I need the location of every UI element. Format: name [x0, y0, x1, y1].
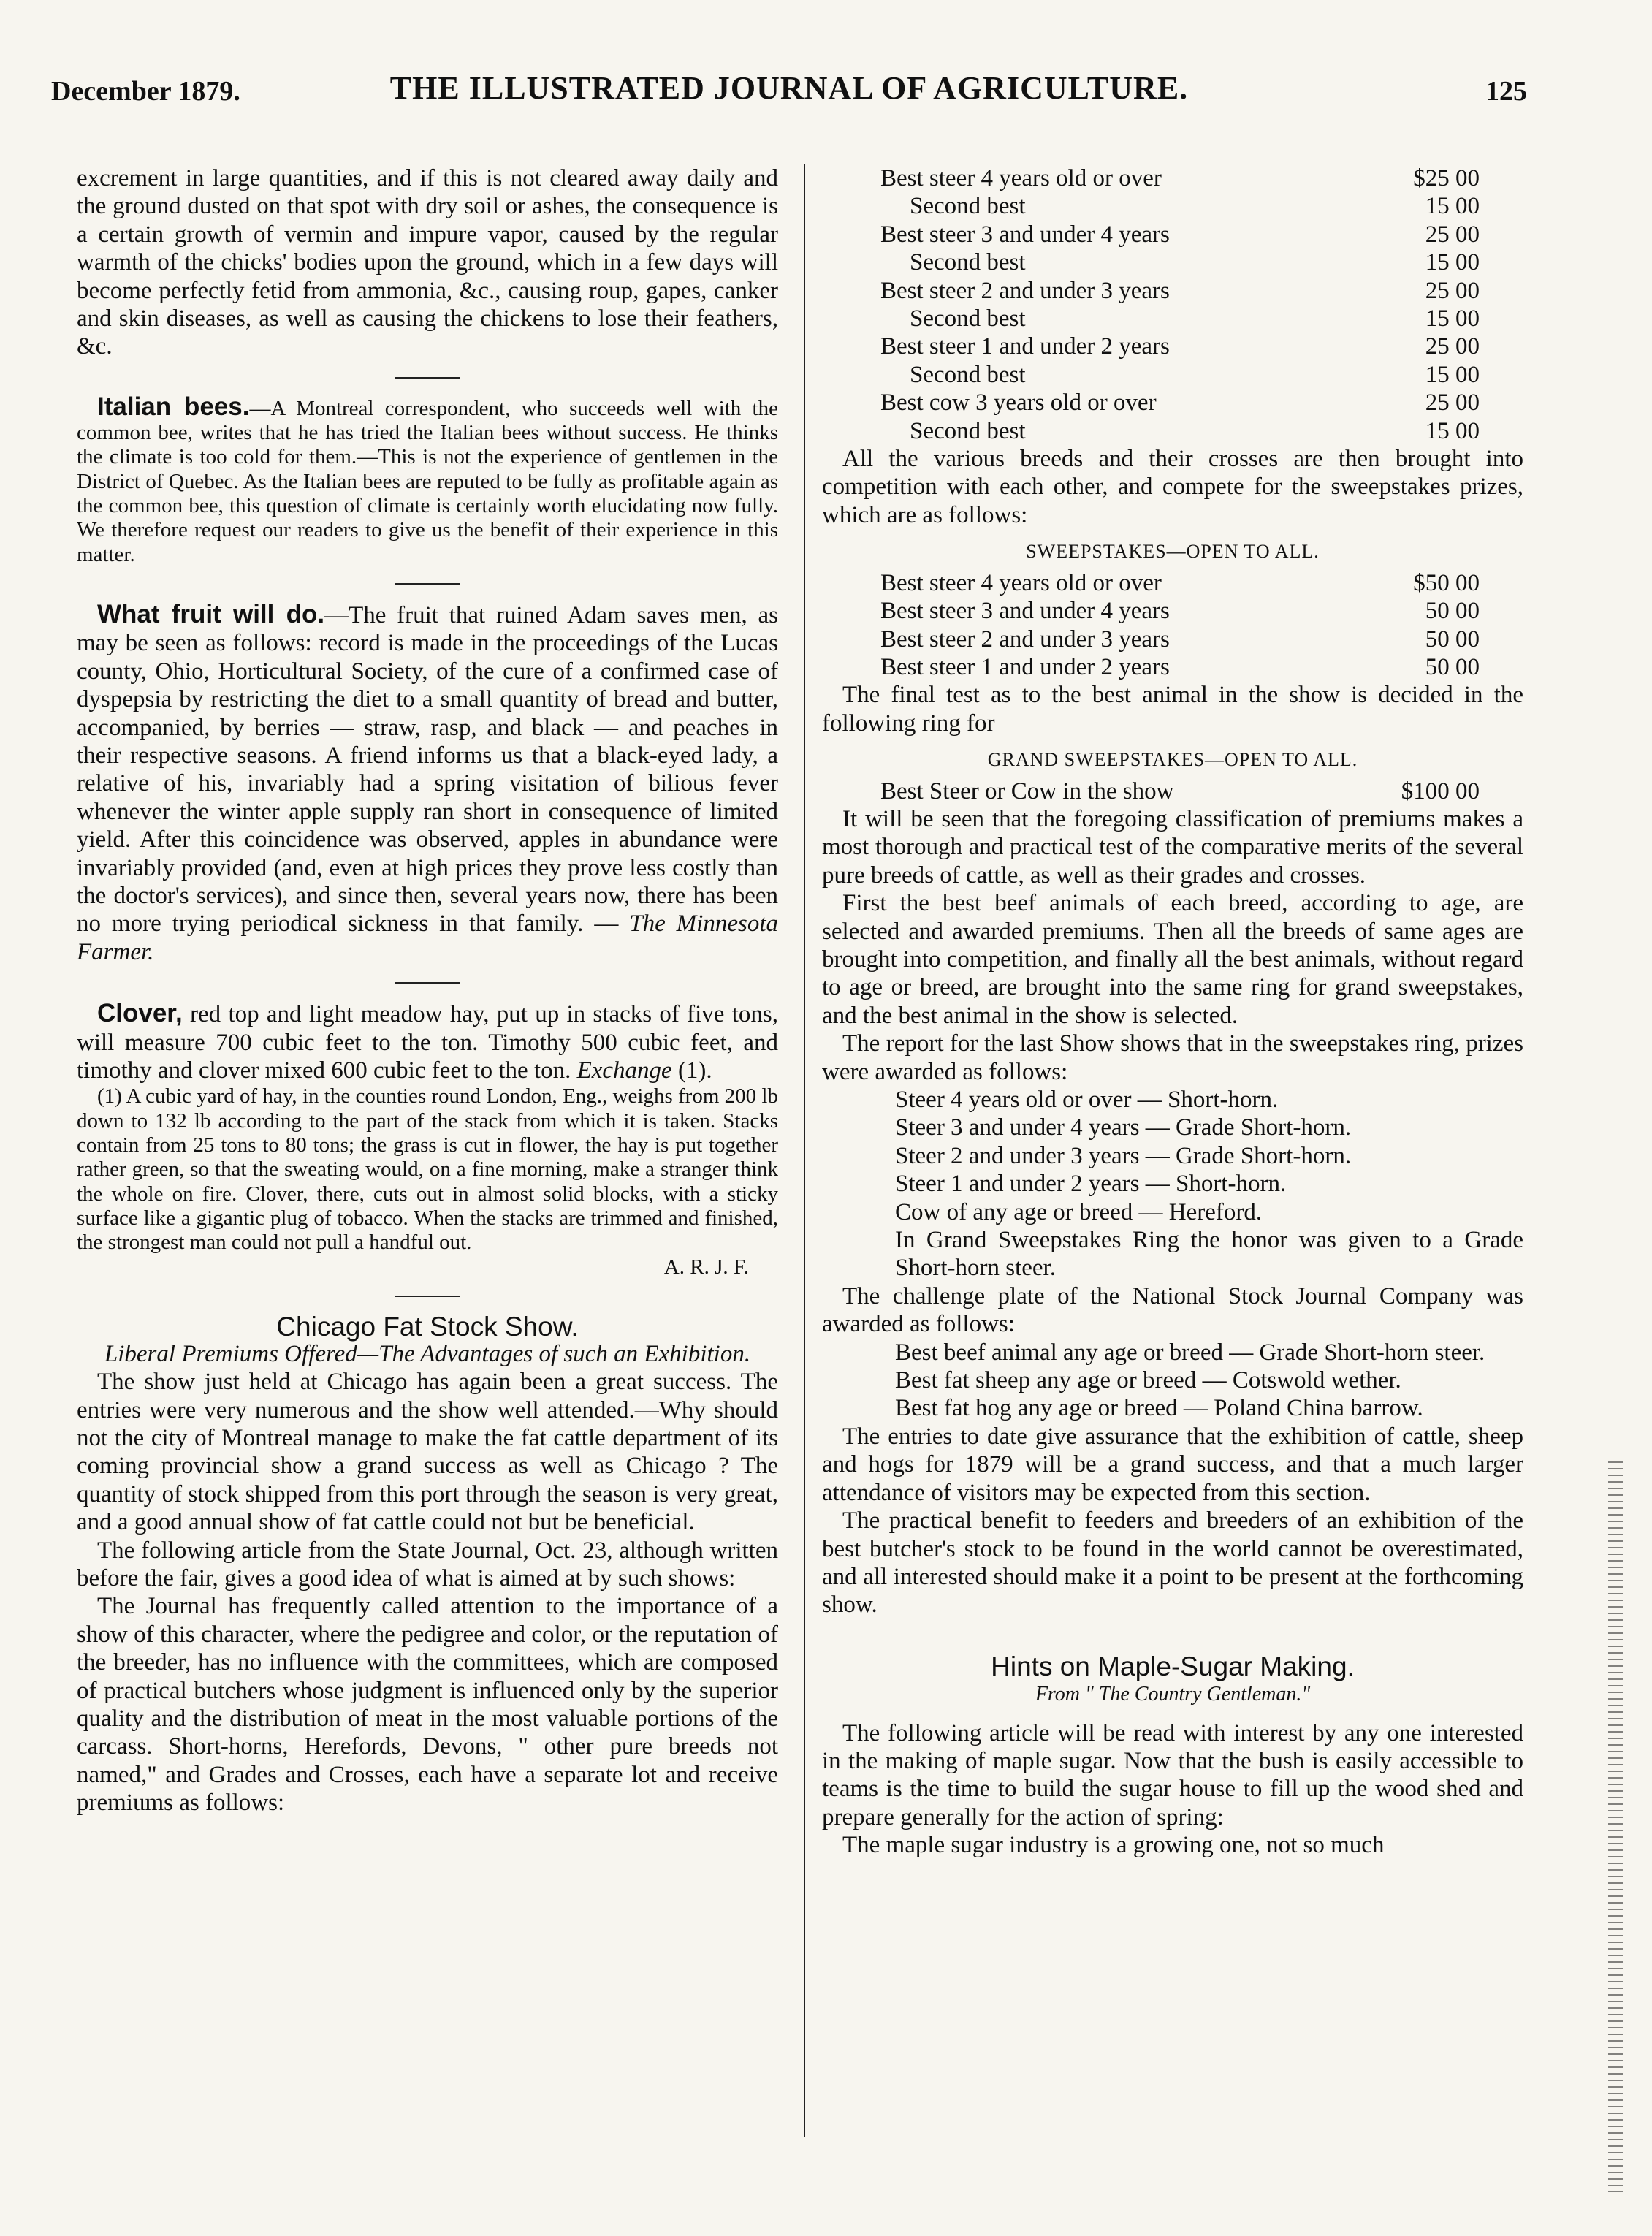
article-title: Chicago Fat Stock Show. [276, 1311, 579, 1342]
prize-amount: 50 00 [1425, 598, 1480, 625]
prize-amount: $100 00 [1401, 777, 1480, 805]
prize-label: Second best [910, 249, 1026, 276]
page-header [51, 69, 1527, 113]
paragraph: The following article from the State Journal, Oct. 23, although written before the fair, gives a good idea of what is aimed at by such shows: [77, 1537, 778, 1592]
paragraph: The following article will be read with interest by any one interested in the making of maple sugar. Now that the bush is easily accessible to teams is the time to build the sugar house to fill up the wood shed and prepare generally for the action of spring: [822, 1719, 1523, 1830]
prize-label: Second best [910, 417, 1026, 444]
article-title: Hints on Maple-Sugar Making. [991, 1651, 1355, 1681]
prize-amount: 25 00 [1425, 277, 1480, 304]
prize-amount: 15 00 [1425, 361, 1480, 388]
grand-sweepstakes-table [822, 777, 1523, 805]
prize-amount: 25 00 [1425, 221, 1480, 248]
paragraph: The Journal has frequently called attention to the importance of a show of this character, where the pedigree and color, or the reputation of the breeder, has no influence with the committees, which are composed of practical butchers whose judgment is influenced only by the superior quality and the distribution of meat in the most valuable portions of the carcass. Short-horns, Herefords, Devons, " other pure breeds not named," and Grades and Crosses, each have a separate lot and receive premiums as follows: [77, 1593, 778, 1817]
paragraph: All the various breeds and their crosses are then brought into competition with each other, and compete for the sweepstakes prizes, which are as follows: [822, 446, 1523, 528]
table-row [822, 625, 1523, 653]
table-row [822, 248, 1523, 276]
section-divider [395, 982, 460, 984]
prize-amount: $50 00 [1413, 569, 1480, 596]
section-divider [395, 583, 460, 585]
paragraph: The entries to date give assurance that the exhibition of cattle, sheep and hogs for 1879 will be a grand success, and that a much larger attendance of visitors may be expected from this section. [822, 1423, 1523, 1506]
paragraph: The show just held at Chicago has again been a great success. The entries were very numerous and the show well attended.—Why should not the city of Montreal manage to make the fat cattle department of its coming provincial show a grand success as well as Chicago ? The quantity of stock shipped from this port through the season is very great, and a good annual show of fat cattle could not but be beneficial. [77, 1369, 778, 1536]
table-row [822, 777, 1523, 805]
article-clover [77, 1000, 778, 1084]
article-lead: Italian bees. [97, 392, 250, 421]
list-item: Steer 2 and under 3 years — Grade Short-horn. [895, 1142, 1352, 1169]
list-item: Steer 1 and under 2 years — Short-horn. [895, 1171, 1287, 1198]
table-row [822, 417, 1523, 445]
column-rule [804, 164, 805, 2137]
section-heading: GRAND SWEEPSTAKES—OPEN TO ALL. [987, 749, 1358, 771]
prize-amount: 15 00 [1425, 249, 1480, 276]
prize-label: Best Steer or Cow in the show [880, 777, 1174, 805]
list-item: Steer 3 and under 4 years — Grade Short-horn. [895, 1114, 1352, 1141]
prize-amount: 50 00 [1425, 625, 1480, 653]
table-row [822, 597, 1523, 625]
right-column [822, 164, 1523, 1860]
article-subtitle: Liberal Premiums Offered—The Advantages of such an Exhibition. [104, 1341, 751, 1368]
prize-label: Best steer 3 and under 4 years [880, 221, 1170, 248]
prize-amount: 25 00 [1425, 389, 1480, 417]
table-row [822, 569, 1523, 597]
article-source: From " The Country Gentleman." [1035, 1683, 1311, 1706]
list-item: Cow of any age or breed — Hereford. [895, 1198, 1263, 1225]
table-row [822, 389, 1523, 417]
table-row [822, 192, 1523, 220]
list-item: Best fat sheep any age or breed — Cotswold wether. [895, 1367, 1401, 1394]
prize-amount: 50 00 [1425, 653, 1480, 680]
article-source: Exchange [576, 1057, 672, 1084]
paragraph: excrement in large quantities, and if this is not cleared away daily and the ground dusted on that spot with dry soil or ashes, the consequence is a certain growth of vermin and impure vapor, caused by the regular warmth of the chicks' bodies upon the ground, which in a few days will become perfectly fetid from ammonia, &c., causing roup, gapes, canker and skin diseases, as well as causing the chickens to lose their feathers, &c. [77, 165, 778, 360]
table-row [822, 305, 1523, 332]
prize-label: Best steer 3 and under 4 years [880, 598, 1170, 625]
table-row [822, 653, 1523, 681]
paragraph: It will be seen that the foregoing classification of premiums makes a most thorough and practical test of the comparative merits of the several pure breeds of cattle, as well as their grades and crosses. [822, 805, 1523, 889]
paragraph: The final test as to the best animal in the show is decided in the following ring for [822, 682, 1523, 737]
prize-label: Best steer 1 and under 2 years [880, 333, 1170, 360]
prize-amount: 15 00 [1425, 305, 1480, 332]
section-heading: SWEEPSTAKES—OPEN TO ALL. [1026, 541, 1320, 563]
paragraph: The practical benefit to feeders and breeders of an exhibition of the best butcher's stock to be found in the world cannot be overestimated, and all interested should make it a point to be present at the forthcoming show. [822, 1507, 1523, 1619]
prize-amount: $25 00 [1413, 165, 1480, 191]
paragraph: The challenge plate of the National Stock Journal Company was awarded as follows: [822, 1282, 1523, 1338]
article-lead: Clover, [97, 999, 183, 1028]
section-divider [395, 1296, 460, 1297]
prize-amount: 15 00 [1425, 417, 1480, 444]
prize-label: Second best [910, 305, 1026, 332]
footnote: (1) A cubic yard of hay, in the counties round London, Eng., weighs from 200 lb down to 132 lb according to the part of the stack from which it is taken. Stacks contain from 25 tons to 80 tons; the grass is cut in flower, the hay is put together rather green, so that the sweating would, on a fine morning, make a stranger think the whole on fire. Clover, there, cuts out in almost solid blocks, with a sticky surface like a gigantic plug of tobacco. When the stacks are trimmed and finished, the strongest man could not pull a handful out. [77, 1084, 778, 1255]
prize-label: Best steer 4 years old or over [880, 165, 1162, 191]
table-row [822, 361, 1523, 389]
scan-edge-noise [1608, 1461, 1623, 2192]
prize-amount: 15 00 [1425, 193, 1480, 220]
footnote-ref: (1). [671, 1057, 712, 1084]
list-item: Best fat hog any age or breed — Poland China barrow. [895, 1395, 1423, 1422]
prize-label: Best steer 2 and under 3 years [880, 277, 1170, 304]
list-item: Best beef animal any age or breed — Grade Short-horn steer. [895, 1339, 1485, 1366]
prize-label: Second best [910, 193, 1026, 220]
prize-label: Best steer 4 years old or over [880, 569, 1162, 596]
section-divider [395, 377, 460, 379]
left-column [77, 164, 778, 1817]
article-lead: What fruit will do. [97, 599, 325, 628]
table-row [822, 277, 1523, 305]
prize-label: Best cow 3 years old or over [880, 389, 1157, 417]
spacer [1140, 1635, 1206, 1637]
table-row [822, 164, 1523, 192]
prize-label: Second best [910, 361, 1026, 388]
paragraph: The report for the last Show shows that in the sweepstakes ring, prizes were awarded as follows: [822, 1030, 1523, 1085]
journal-title: THE ILLUSTRATED JOURNAL OF AGRICULTURE. [389, 70, 1189, 106]
article-text: —The fruit that ruined Adam saves men, as may be seen as follows: record is made in the proceedings of the Lucas county, Ohio, Horticultural Society, of the cure of a confirmed case of dyspepsia by restricting the diet to a small quantity of bread and butter, accompanied, by berries — straw, rasp, and black — and peaches in their respective seasons. A friend informs us that a black-eyed lady, a relative of his, invariably had a spring visitation of bilious fever whenever the winter apple supply ran short in consequence of limited yield. After this coincidence was observed, apples in abundance were invariably provided (and, even at high prices they prove less costly than the doctor's services), and since then, several years now, there has been no more trying periodical sickness in that family. — [77, 601, 778, 938]
footnote-signature: A. R. J. F. [663, 1255, 749, 1279]
issue-date: December 1879. [51, 76, 240, 107]
article-italian-bees [77, 392, 778, 567]
prize-label: Best steer 1 and under 2 years [880, 653, 1170, 680]
awards-list [822, 1086, 1523, 1282]
article-source: The Minnesota Farmer. [77, 910, 778, 965]
table-row [822, 332, 1523, 360]
list-item: In Grand Sweepstakes Ring the honor was given to a Grade Short-horn steer. [895, 1227, 1523, 1282]
table-row [822, 221, 1523, 248]
prize-label: Best steer 2 and under 3 years [880, 625, 1170, 653]
list-item: Steer 4 years old or over — Short-horn. [895, 1087, 1279, 1113]
article-text: red top and light meadow hay, put up in stacks of five tons, will measure 700 cubic feet to the ton. Timothy 500 cubic feet, and timothy and clover mixed 600 cubic feet to the ton. [77, 1001, 778, 1084]
page-number: 125 [1485, 76, 1527, 107]
prize-amount: 25 00 [1425, 333, 1480, 360]
premium-table [822, 164, 1523, 445]
article-text: —A Montreal correspondent, who succeeds well with the common bee, writes that he has tried the Italian bees without success. He thinks the climate is too cold for them.—This is not the experience of gentlemen in the District of Quebec. As the Italian bees are reputed to be fully as profitable again as the common bee, this question of climate is certainly worth elucidating now fully. We therefore request our readers to give us the benefit of their experience in this matter. [77, 396, 778, 566]
paragraph: First the best beef animals of each breed, according to age, are selected and awarded premiums. Then all the breeds of same ages are brought into competition, and finally all the best animals, without regard to age or breed, are brought into the same ring for grand sweepstakes, and the best animal in the show is selected. [822, 890, 1523, 1029]
plates-list [822, 1339, 1523, 1423]
article-fruit [77, 601, 778, 966]
paragraph: The maple sugar industry is a growing one, not so much [842, 1832, 1385, 1859]
sweepstakes-table [822, 569, 1523, 682]
